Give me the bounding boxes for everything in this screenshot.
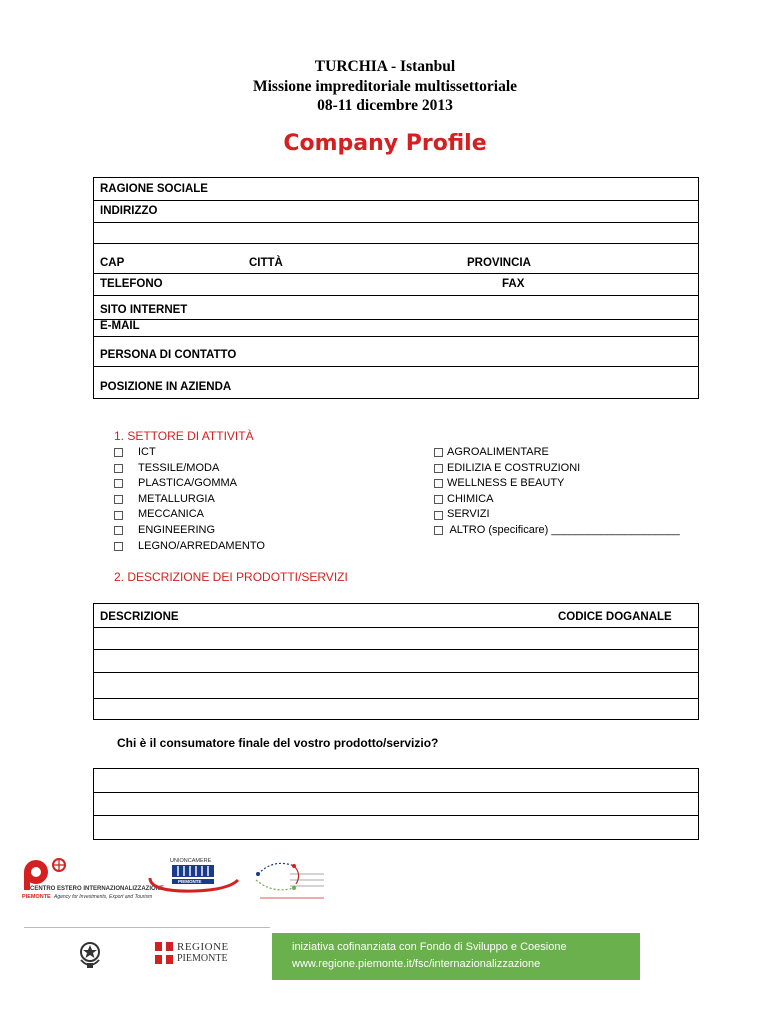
checkbox[interactable] (434, 526, 443, 535)
telefono-label: TELEFONO (100, 278, 163, 290)
ragione-sociale-label: RAGIONE SOCIALE (100, 183, 208, 195)
posizione-azienda-row[interactable] (94, 366, 698, 398)
settore-list-right (434, 445, 680, 539)
checkbox[interactable] (434, 464, 443, 473)
option-altro[interactable]: ALTRO (specificare) _____________________ (434, 523, 680, 539)
consulta-network-logo (250, 856, 326, 902)
posizione-azienda-label: POSIZIONE IN AZIENDA (100, 381, 232, 393)
footer-divider (24, 927, 270, 928)
sito-internet-label: SITO INTERNET (100, 304, 188, 316)
option-legno-arredamento[interactable]: LEGNO/ARREDAMENTO (114, 539, 265, 555)
regione-piemonte-logo: REGIONE PIEMONTE (155, 940, 235, 966)
indirizzo-label: INDIRIZZO (100, 205, 158, 217)
option-edilizia-costruzioni[interactable]: EDILIZIA E COSTRUZIONI (434, 461, 680, 477)
checkbox[interactable] (114, 511, 123, 520)
citta-label: CITTÀ (249, 257, 283, 269)
section-settore-title: 1. SETTORE DI ATTIVITÀ (114, 429, 254, 443)
checkbox[interactable] (114, 542, 123, 551)
telefono-fax-row[interactable] (94, 273, 698, 296)
option-metallurgia[interactable]: METALLURGIA (114, 492, 265, 508)
unioncamere-logo: UNIONCAMERE PIEMONTE (148, 858, 240, 896)
banner-url[interactable]: www.regione.piemonte.it/fsc/internazionalizzazione (292, 958, 541, 970)
option-agroalimentare[interactable]: AGROALIMENTARE (434, 445, 680, 461)
header-dates: 08-11 dicembre 2013 (317, 97, 453, 114)
checkbox[interactable] (114, 479, 123, 488)
option-plastica-gomma[interactable]: PLASTICA/GOMMA (114, 476, 265, 492)
indirizzo-row[interactable] (94, 200, 698, 223)
checkbox[interactable] (434, 479, 443, 488)
checkbox[interactable] (434, 448, 443, 457)
option-servizi[interactable]: SERVIZI (434, 507, 680, 523)
fsc-banner (272, 933, 640, 980)
section-descrizione-title: 2. DESCRIZIONE DEI PRODOTTI/SERVIZI (114, 570, 348, 584)
answer-row-1[interactable] (94, 769, 698, 793)
cap-label: CAP (100, 257, 125, 269)
descrizione-header: DESCRIZIONE (100, 611, 179, 623)
persona-contatto-row[interactable] (94, 336, 698, 367)
codice-doganale-header: CODICE DOGANALE (558, 611, 672, 623)
page-title: Company Profile (283, 131, 487, 156)
option-tessile-moda[interactable]: TESSILE/MODA (114, 461, 265, 477)
sito-internet-row[interactable] (94, 295, 698, 320)
checkbox[interactable] (434, 495, 443, 504)
ragione-sociale-row[interactable] (94, 178, 698, 201)
header-mission: Missione impreditoriale multissettoriale (252, 78, 518, 95)
settore-list-left (114, 445, 265, 554)
option-chimica[interactable]: CHIMICA (434, 492, 680, 508)
cap-citta-provincia-row[interactable] (94, 243, 698, 274)
company-details-table (93, 177, 699, 399)
email-row[interactable] (94, 319, 698, 337)
provincia-label: PROVINCIA (467, 257, 531, 269)
checkbox[interactable] (114, 495, 123, 504)
indirizzo-row-2[interactable] (94, 222, 698, 244)
option-meccanica[interactable]: MECCANICA (114, 507, 265, 523)
product-row-1[interactable] (94, 627, 698, 650)
product-row-4[interactable] (94, 698, 698, 720)
consumer-question: Chi è il consumatore finale del vostro prodotto/servizio? (117, 736, 439, 750)
products-header-row (94, 604, 698, 628)
products-table (93, 603, 699, 720)
answer-row-2[interactable] (94, 792, 698, 816)
header-location: TURCHIA - Istanbul (314, 58, 456, 75)
italian-republic-emblem (78, 940, 102, 970)
banner-line1: iniziativa cofinanziata con Fondo di Sviluppo e Coesione (292, 941, 567, 953)
checkbox[interactable] (434, 511, 443, 520)
persona-contatto-label: PERSONA DI CONTATTO (100, 349, 237, 361)
answer-row-3[interactable] (94, 815, 698, 839)
consumer-answer-table (93, 768, 699, 840)
email-label: E-MAIL (100, 320, 140, 332)
checkbox[interactable] (114, 526, 123, 535)
product-row-2[interactable] (94, 649, 698, 673)
fax-label: FAX (502, 278, 525, 290)
ceipiemonte-logo: CENTRO ESTERO INTERNAZIONALIZZAZIONE PIEMONTE Agency for Investments, Export and Tourism (22, 856, 146, 906)
option-engineering[interactable]: ENGINEERING (114, 523, 265, 539)
checkbox[interactable] (114, 464, 123, 473)
product-row-3[interactable] (94, 672, 698, 699)
option-wellness-beauty[interactable]: WELLNESS E BEAUTY (434, 476, 680, 492)
checkbox[interactable] (114, 448, 123, 457)
option-ict[interactable]: ICT (114, 445, 265, 461)
